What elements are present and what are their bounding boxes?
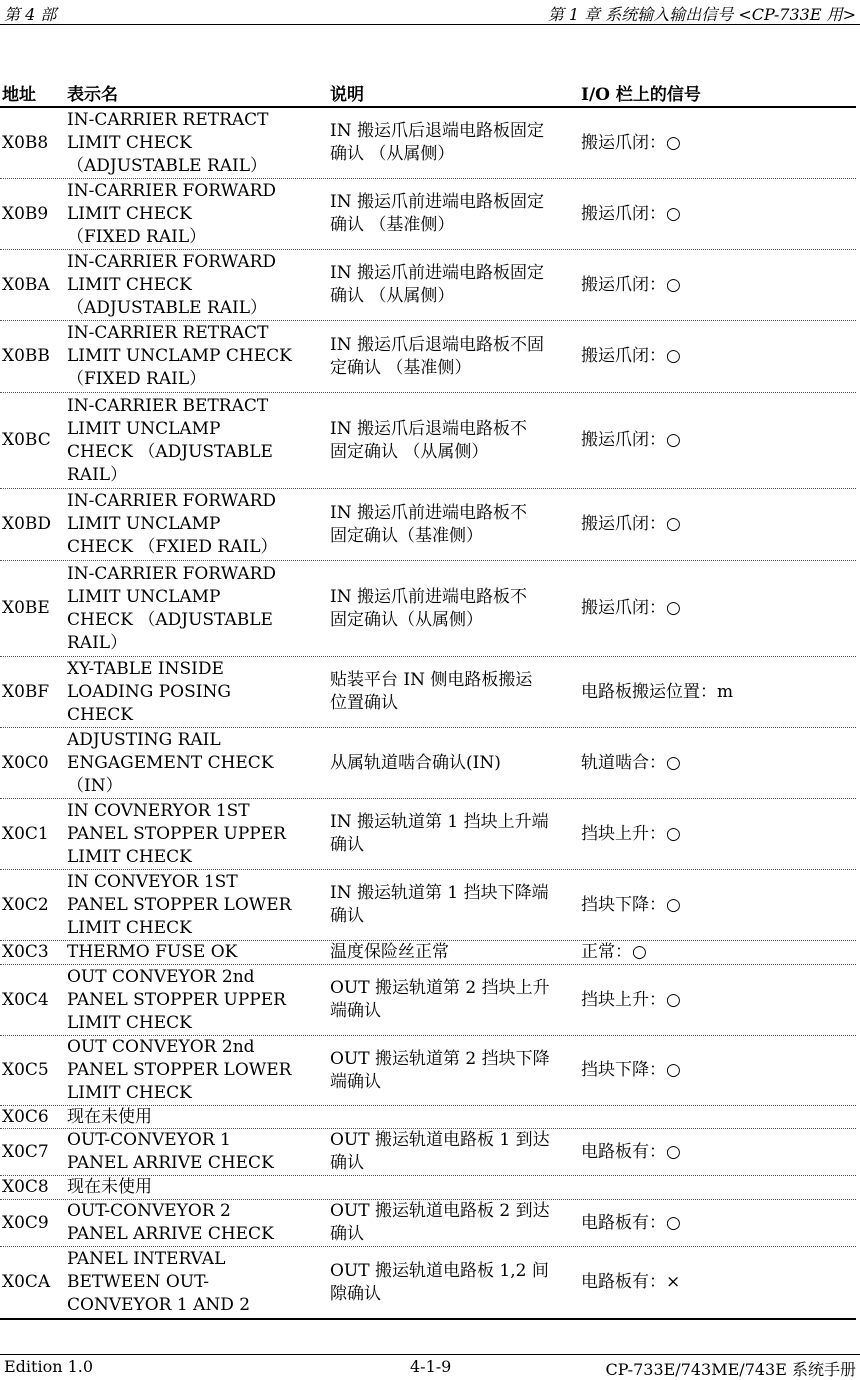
cell-description-line: 固定确认（基准侧） (330, 525, 483, 546)
cell-description-line: IN 搬运轨道第 1 挡块上升端 (330, 812, 549, 832)
header-chapter-title: 第 1 章 系统输入输出信号 <CP-733E 用> (547, 5, 856, 24)
cell-display-name-line: LIMIT CHECK (67, 1083, 192, 1103)
cell-display-name-line: （FIXED RAIL） (67, 226, 207, 247)
table-row (0, 561, 856, 657)
cell-address: X0BC (2, 430, 51, 450)
cell-description (330, 250, 566, 320)
cell-description-line: OUT 搬运轨道第 2 挡块下降 (330, 1048, 550, 1069)
cell-description-line: 位置确认 (330, 693, 398, 713)
header-part-label: 第 4 部 (4, 5, 57, 24)
cell-display-name-line: LIMIT UNCLAMP CHECK (67, 346, 292, 366)
table-row (0, 108, 856, 179)
cell-io-signal: 挡块下降：○ (581, 1060, 681, 1080)
cell-display-name-line: OUT CONVEYOR 2nd (67, 1037, 255, 1057)
cell-description (330, 489, 566, 560)
cell-io-signal: 电路板有：○ (581, 1141, 681, 1162)
footer-manual-title: CP-733E/743ME/743E 系统手册 (605, 1360, 856, 1379)
cell-display-name-line: IN-CARRIER RETRACT (67, 109, 269, 130)
cell-display-name-line: ADJUSTING RAIL (67, 729, 221, 750)
cell-display-name-line: CHECK （ADJUSTABLE (67, 609, 273, 630)
cell-address: X0BD (2, 514, 52, 534)
cell-display-name (67, 965, 310, 1035)
cell-display-name-line: （FIXED RAIL） (67, 369, 207, 389)
cell-io-signal: 搬运爪闭：○ (581, 346, 681, 366)
cell-description-line: 确认 (330, 1153, 364, 1173)
cell-display-name-line: 现在未使用 (67, 1106, 152, 1127)
cell-description-line: IN 搬运爪前进端电路板固定 (330, 192, 544, 212)
cell-description-line: OUT 搬运轨道电路板 2 到达 (330, 1201, 550, 1221)
table-row (0, 870, 856, 941)
cell-display-name-line: OUT CONVEYOR 2nd (67, 966, 255, 987)
cell-display-name (67, 1036, 310, 1105)
cell-display-name (67, 1247, 310, 1318)
cell-address: X0C6 (2, 1106, 49, 1127)
cell-display-name (67, 179, 310, 249)
cell-description-line: 定确认 （基准侧） (330, 357, 472, 378)
cell-display-name (67, 799, 310, 869)
cell-address: X0CA (2, 1272, 51, 1292)
cell-description (330, 1036, 566, 1105)
table-header (0, 78, 856, 108)
cell-io-signal: 正常：○ (581, 942, 647, 962)
table-row (0, 799, 856, 870)
cell-description-line: IN 搬运爪后退端电路板不 (330, 418, 527, 439)
cell-display-name (67, 657, 310, 727)
cell-address: X0BE (2, 598, 50, 618)
cell-address: X0C4 (2, 989, 49, 1010)
page-footer (0, 1354, 860, 1378)
cell-address: X0C0 (2, 752, 49, 773)
cell-display-name-line: BETWEEN OUT- (67, 1272, 209, 1292)
cell-description-line: 从属轨道啮合确认(IN) (330, 752, 501, 773)
column-header-description: 说明 (330, 85, 364, 105)
cell-address: X0C3 (2, 942, 49, 962)
cell-description (330, 179, 566, 249)
cell-description (330, 1106, 566, 1128)
cell-display-name-line: CHECK (67, 704, 133, 725)
cell-display-name (67, 1176, 310, 1199)
cell-display-name-line: LIMIT UNCLAMP (67, 514, 221, 534)
cell-display-name (67, 728, 310, 798)
io-signal-table (0, 78, 856, 1320)
cell-description (330, 1200, 566, 1246)
cell-display-name-line: CHECK （ADJUSTABLE (67, 441, 273, 462)
cell-display-name-line: （ADJUSTABLE RAIL） (67, 297, 268, 318)
cell-io-signal: 电路板有：× (581, 1272, 681, 1292)
cell-address: X0B8 (2, 132, 49, 153)
cell-display-name-line: THERMO FUSE OK (67, 942, 238, 962)
cell-io-signal: 搬运爪闭：○ (581, 598, 681, 618)
cell-display-name-line: PANEL INTERVAL (67, 1249, 226, 1269)
cell-display-name (67, 393, 310, 488)
cell-description-line: IN 搬运爪后退端电路板不固 (330, 334, 544, 355)
cell-io-signal: 轨道啮合：○ (581, 752, 681, 773)
cell-description-line: IN 搬运爪前进端电路板不 (330, 586, 527, 607)
cell-display-name-line: OUT-CONVEYOR 2 (67, 1201, 231, 1221)
cell-description-line: 确认 （从属侧） (330, 286, 455, 306)
cell-display-name-line: IN COVNERYOR 1ST (67, 800, 250, 821)
cell-display-name-line: XY-TABLE INSIDE (67, 658, 224, 679)
cell-description-line: 温度保险丝正常 (330, 942, 449, 962)
cell-address: X0B9 (2, 203, 49, 224)
cell-display-name (67, 489, 310, 560)
cell-display-name-line: IN-CARRIER FORWARD (67, 251, 277, 272)
cell-description-line: OUT 搬运轨道第 2 挡块上升 (330, 978, 550, 998)
cell-description-line: 确认 (330, 906, 364, 926)
cell-description-line: IN 搬运爪后退端电路板固定 (330, 121, 544, 141)
cell-display-name-line: IN-CARRIER FORWARD (67, 563, 277, 584)
cell-display-name-line: CONVEYOR 1 AND 2 (67, 1295, 251, 1315)
cell-description-line: OUT 搬运轨道电路板 1,2 间 (330, 1260, 549, 1281)
cell-display-name (67, 1200, 310, 1246)
cell-io-signal (581, 1176, 851, 1199)
cell-description-line: 确认 (330, 835, 364, 855)
page-header (0, 0, 860, 25)
cell-display-name-line: PANEL STOPPER LOWER (67, 1060, 292, 1080)
cell-display-name-line: （IN） (67, 775, 123, 796)
table-row (0, 657, 856, 728)
cell-io-signal: 搬运爪闭：○ (581, 430, 681, 450)
table-row (0, 965, 856, 1036)
cell-io-signal: 电路板搬运位置：m (581, 681, 734, 702)
cell-description (330, 799, 566, 869)
cell-display-name-line: LIMIT UNCLAMP (67, 418, 221, 439)
cell-display-name-line: LIMIT CHECK (67, 203, 192, 224)
cell-io-signal: 搬运爪闭：○ (581, 132, 681, 153)
cell-display-name-line: OUT-CONVEYOR 1 (67, 1130, 231, 1150)
cell-address: X0C2 (2, 894, 49, 915)
cell-description (330, 1129, 566, 1175)
table-row (0, 728, 856, 799)
cell-description-line: 固定确认（从属侧） (330, 609, 483, 630)
cell-display-name-line: PANEL ARRIVE CHECK (67, 1224, 274, 1244)
cell-display-name-line: 现在未使用 (67, 1177, 152, 1197)
cell-display-name-line: LIMIT CHECK (67, 132, 192, 153)
cell-display-name-line: LIMIT CHECK (67, 1012, 192, 1033)
cell-address: X0C7 (2, 1141, 49, 1162)
cell-display-name-line: IN-CARRIER BETRACT (67, 395, 269, 416)
cell-description-line: OUT 搬运轨道电路板 1 到达 (330, 1130, 550, 1150)
table-row (0, 489, 856, 561)
cell-display-name-line: （ADJUSTABLE RAIL） (67, 155, 268, 176)
cell-address: X0BB (2, 346, 50, 366)
cell-description (330, 870, 566, 940)
cell-display-name-line: IN-CARRIER FORWARD (67, 180, 277, 201)
cell-display-name-line: CHECK （FXIED RAIL） (67, 537, 278, 557)
table-row (0, 1176, 856, 1200)
cell-description-line: 确认 （从属侧） (330, 144, 455, 164)
cell-io-signal: 搬运爪闭：○ (581, 514, 681, 534)
cell-io-signal: 挡块上升：○ (581, 823, 681, 844)
table-body (0, 108, 856, 1320)
column-header-display-name: 表示名 (67, 85, 118, 105)
cell-display-name-line: PANEL STOPPER UPPER (67, 823, 286, 844)
cell-display-name (67, 870, 310, 940)
cell-io-signal: 电路板有：○ (581, 1212, 681, 1233)
cell-display-name (67, 561, 310, 656)
cell-description (330, 728, 566, 798)
cell-display-name-line: LIMIT UNCLAMP (67, 586, 221, 607)
cell-description-line: IN 搬运爪前进端电路板固定 (330, 263, 544, 283)
table-row (0, 1106, 856, 1129)
cell-address: X0C1 (2, 823, 49, 844)
cell-description (330, 393, 566, 488)
cell-description-line: IN 搬运爪前进端电路板不 (330, 502, 527, 523)
cell-description-line: 确认 (330, 1224, 364, 1244)
cell-display-name-line: PANEL STOPPER LOWER (67, 894, 292, 915)
cell-display-name-line: LIMIT CHECK (67, 917, 192, 938)
cell-display-name-line: IN-CARRIER RETRACT (67, 323, 269, 343)
table-row (0, 1036, 856, 1106)
cell-description-line: 端确认 (330, 1071, 381, 1092)
cell-io-signal: 挡块上升：○ (581, 989, 681, 1010)
cell-display-name-line: LIMIT CHECK (67, 846, 192, 867)
table-row (0, 1247, 856, 1320)
cell-description (330, 321, 566, 392)
cell-display-name (67, 1129, 310, 1175)
cell-display-name (67, 321, 310, 392)
cell-description-line: 隙确认 (330, 1283, 381, 1304)
table-row (0, 179, 856, 250)
table-row (0, 941, 856, 965)
cell-display-name-line: PANEL ARRIVE CHECK (67, 1153, 274, 1173)
table-row (0, 1200, 856, 1247)
column-header-io-signal: I/O 栏上的信号 (581, 85, 701, 105)
cell-display-name-line: IN-CARRIER FORWARD (67, 491, 277, 511)
cell-description-line: 固定确认 （从属侧） (330, 441, 489, 462)
cell-address: X0BA (2, 274, 50, 295)
cell-address: X0C8 (2, 1177, 49, 1197)
cell-io-signal: 搬运爪闭：○ (581, 274, 681, 295)
cell-display-name-line: RAIL） (67, 632, 128, 653)
cell-description (330, 561, 566, 656)
cell-description (330, 657, 566, 727)
cell-description (330, 108, 566, 178)
cell-description (330, 941, 566, 964)
cell-description-line: IN 搬运轨道第 1 挡块下降端 (330, 883, 549, 903)
table-row (0, 321, 856, 393)
cell-address: X0C5 (2, 1060, 49, 1080)
cell-display-name-line: PANEL STOPPER UPPER (67, 989, 286, 1010)
cell-display-name (67, 250, 310, 320)
cell-display-name (67, 1106, 310, 1128)
cell-description-line: 确认 （基准侧） (330, 215, 455, 235)
cell-display-name-line: ENGAGEMENT CHECK (67, 752, 274, 773)
cell-address: X0BF (2, 681, 50, 702)
cell-display-name (67, 108, 310, 178)
column-header-address: 地址 (2, 85, 36, 105)
cell-description (330, 1247, 566, 1318)
cell-display-name-line: RAIL） (67, 464, 128, 485)
cell-description (330, 1176, 566, 1199)
table-row (0, 393, 856, 489)
table-row (0, 250, 856, 321)
cell-io-signal: 搬运爪闭：○ (581, 203, 681, 224)
cell-display-name-line: IN CONVEYOR 1ST (67, 871, 238, 892)
cell-description (330, 965, 566, 1035)
cell-display-name-line: LOADING POSING (67, 681, 231, 702)
cell-display-name (67, 941, 310, 964)
cell-io-signal (581, 1106, 851, 1128)
cell-description-line: 端确认 (330, 1001, 381, 1021)
footer-edition: Edition 1.0 (4, 1357, 94, 1376)
cell-display-name-line: LIMIT CHECK (67, 274, 192, 295)
cell-address: X0C9 (2, 1212, 49, 1233)
table-row (0, 1129, 856, 1176)
cell-description-line: 贴装平台 IN 侧电路板搬运 (330, 670, 533, 690)
cell-io-signal: 挡块下降：○ (581, 894, 681, 915)
footer-page-number: 4-1-9 (410, 1357, 452, 1376)
